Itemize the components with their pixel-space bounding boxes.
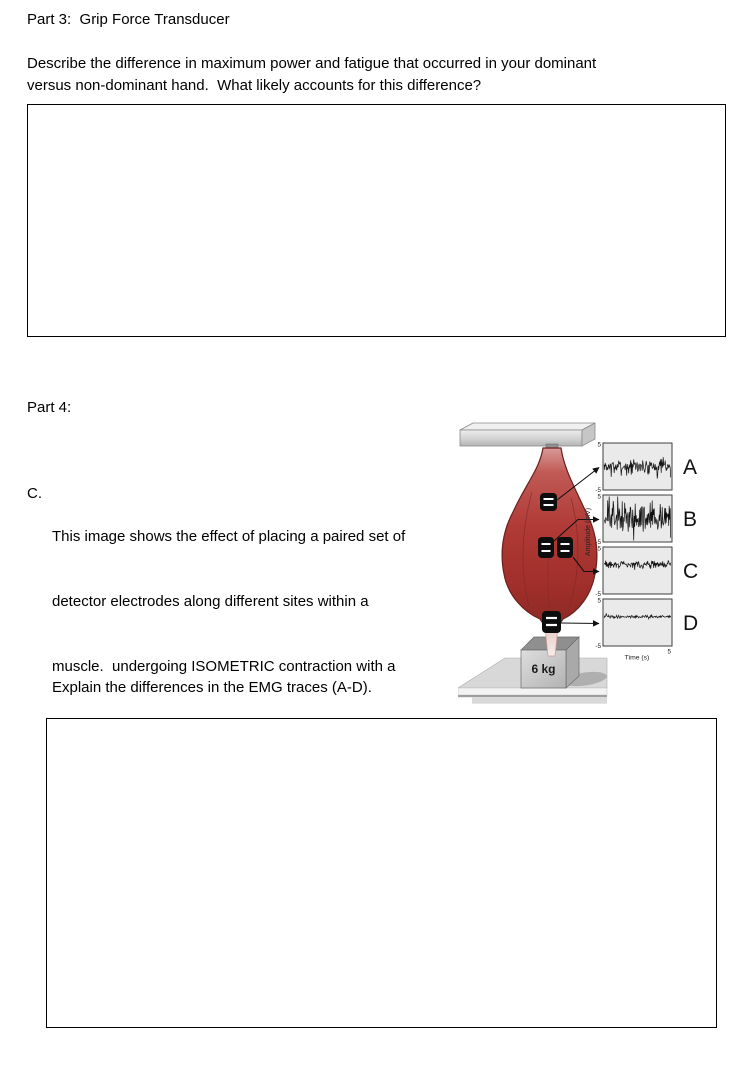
trace-label-c: C [683, 560, 699, 583]
trace-label-d: D [683, 612, 699, 635]
muscle [502, 448, 597, 622]
y-tick-d-bottom: -5 [595, 643, 601, 650]
electrode-c [557, 537, 573, 558]
emg-panel-d [603, 599, 672, 646]
part3-heading: Part 3: Grip Force Transducer [27, 11, 230, 28]
electrode-b [538, 537, 554, 558]
trace-label-b: B [683, 508, 698, 531]
y-tick-c-top: 5 [597, 545, 601, 553]
amplitude-axis-label: Amplitude (mV) [585, 507, 592, 557]
y-tick-d-top: 5 [597, 597, 601, 605]
item-c-line3: muscle. undergoing ISOMETRIC contraction with a [52, 658, 396, 675]
support-beam [460, 423, 595, 446]
part3-question [27, 53, 687, 96]
y-tick-a-top: 5 [597, 441, 601, 449]
part4-heading: Part 4: [27, 399, 72, 416]
y-tick-c-bottom: -5 [595, 591, 601, 598]
y-tick-b-bottom: -5 [595, 539, 601, 546]
emg-panel-c [603, 547, 672, 594]
emg-prompt: Explain the differences in the EMG traces (A-D). [52, 679, 372, 696]
electrode-a [540, 493, 557, 511]
item-c-marker: C. [27, 485, 42, 502]
part3-question-line2: versus non-dominant hand. What likely accounts for this difference? [27, 76, 482, 94]
item-c-line1: This image shows the effect of placing a paired set of [52, 528, 406, 545]
lead-line-d [561, 623, 599, 624]
emg-figure-svg [458, 420, 756, 712]
time-axis-tick: 5 [667, 648, 671, 656]
trace-label-a: A [683, 456, 698, 479]
emg-panels [585, 442, 698, 662]
y-tick-b-top: 5 [597, 493, 601, 501]
part3-question-line1: Describe the difference in maximum power and fatigue that occurred in your dominant [27, 55, 597, 72]
time-axis-label: Time (s) [624, 654, 650, 662]
electrode-d [542, 611, 561, 633]
part4-answer-box[interactable] [46, 718, 717, 1028]
part3-answer-box[interactable] [27, 104, 726, 337]
weight-label: 6 kg [531, 662, 556, 676]
emg-figure [458, 420, 756, 712]
y-tick-a-bottom: -5 [595, 487, 601, 494]
item-c-line2: detector electrodes along different sites within a [52, 593, 369, 610]
